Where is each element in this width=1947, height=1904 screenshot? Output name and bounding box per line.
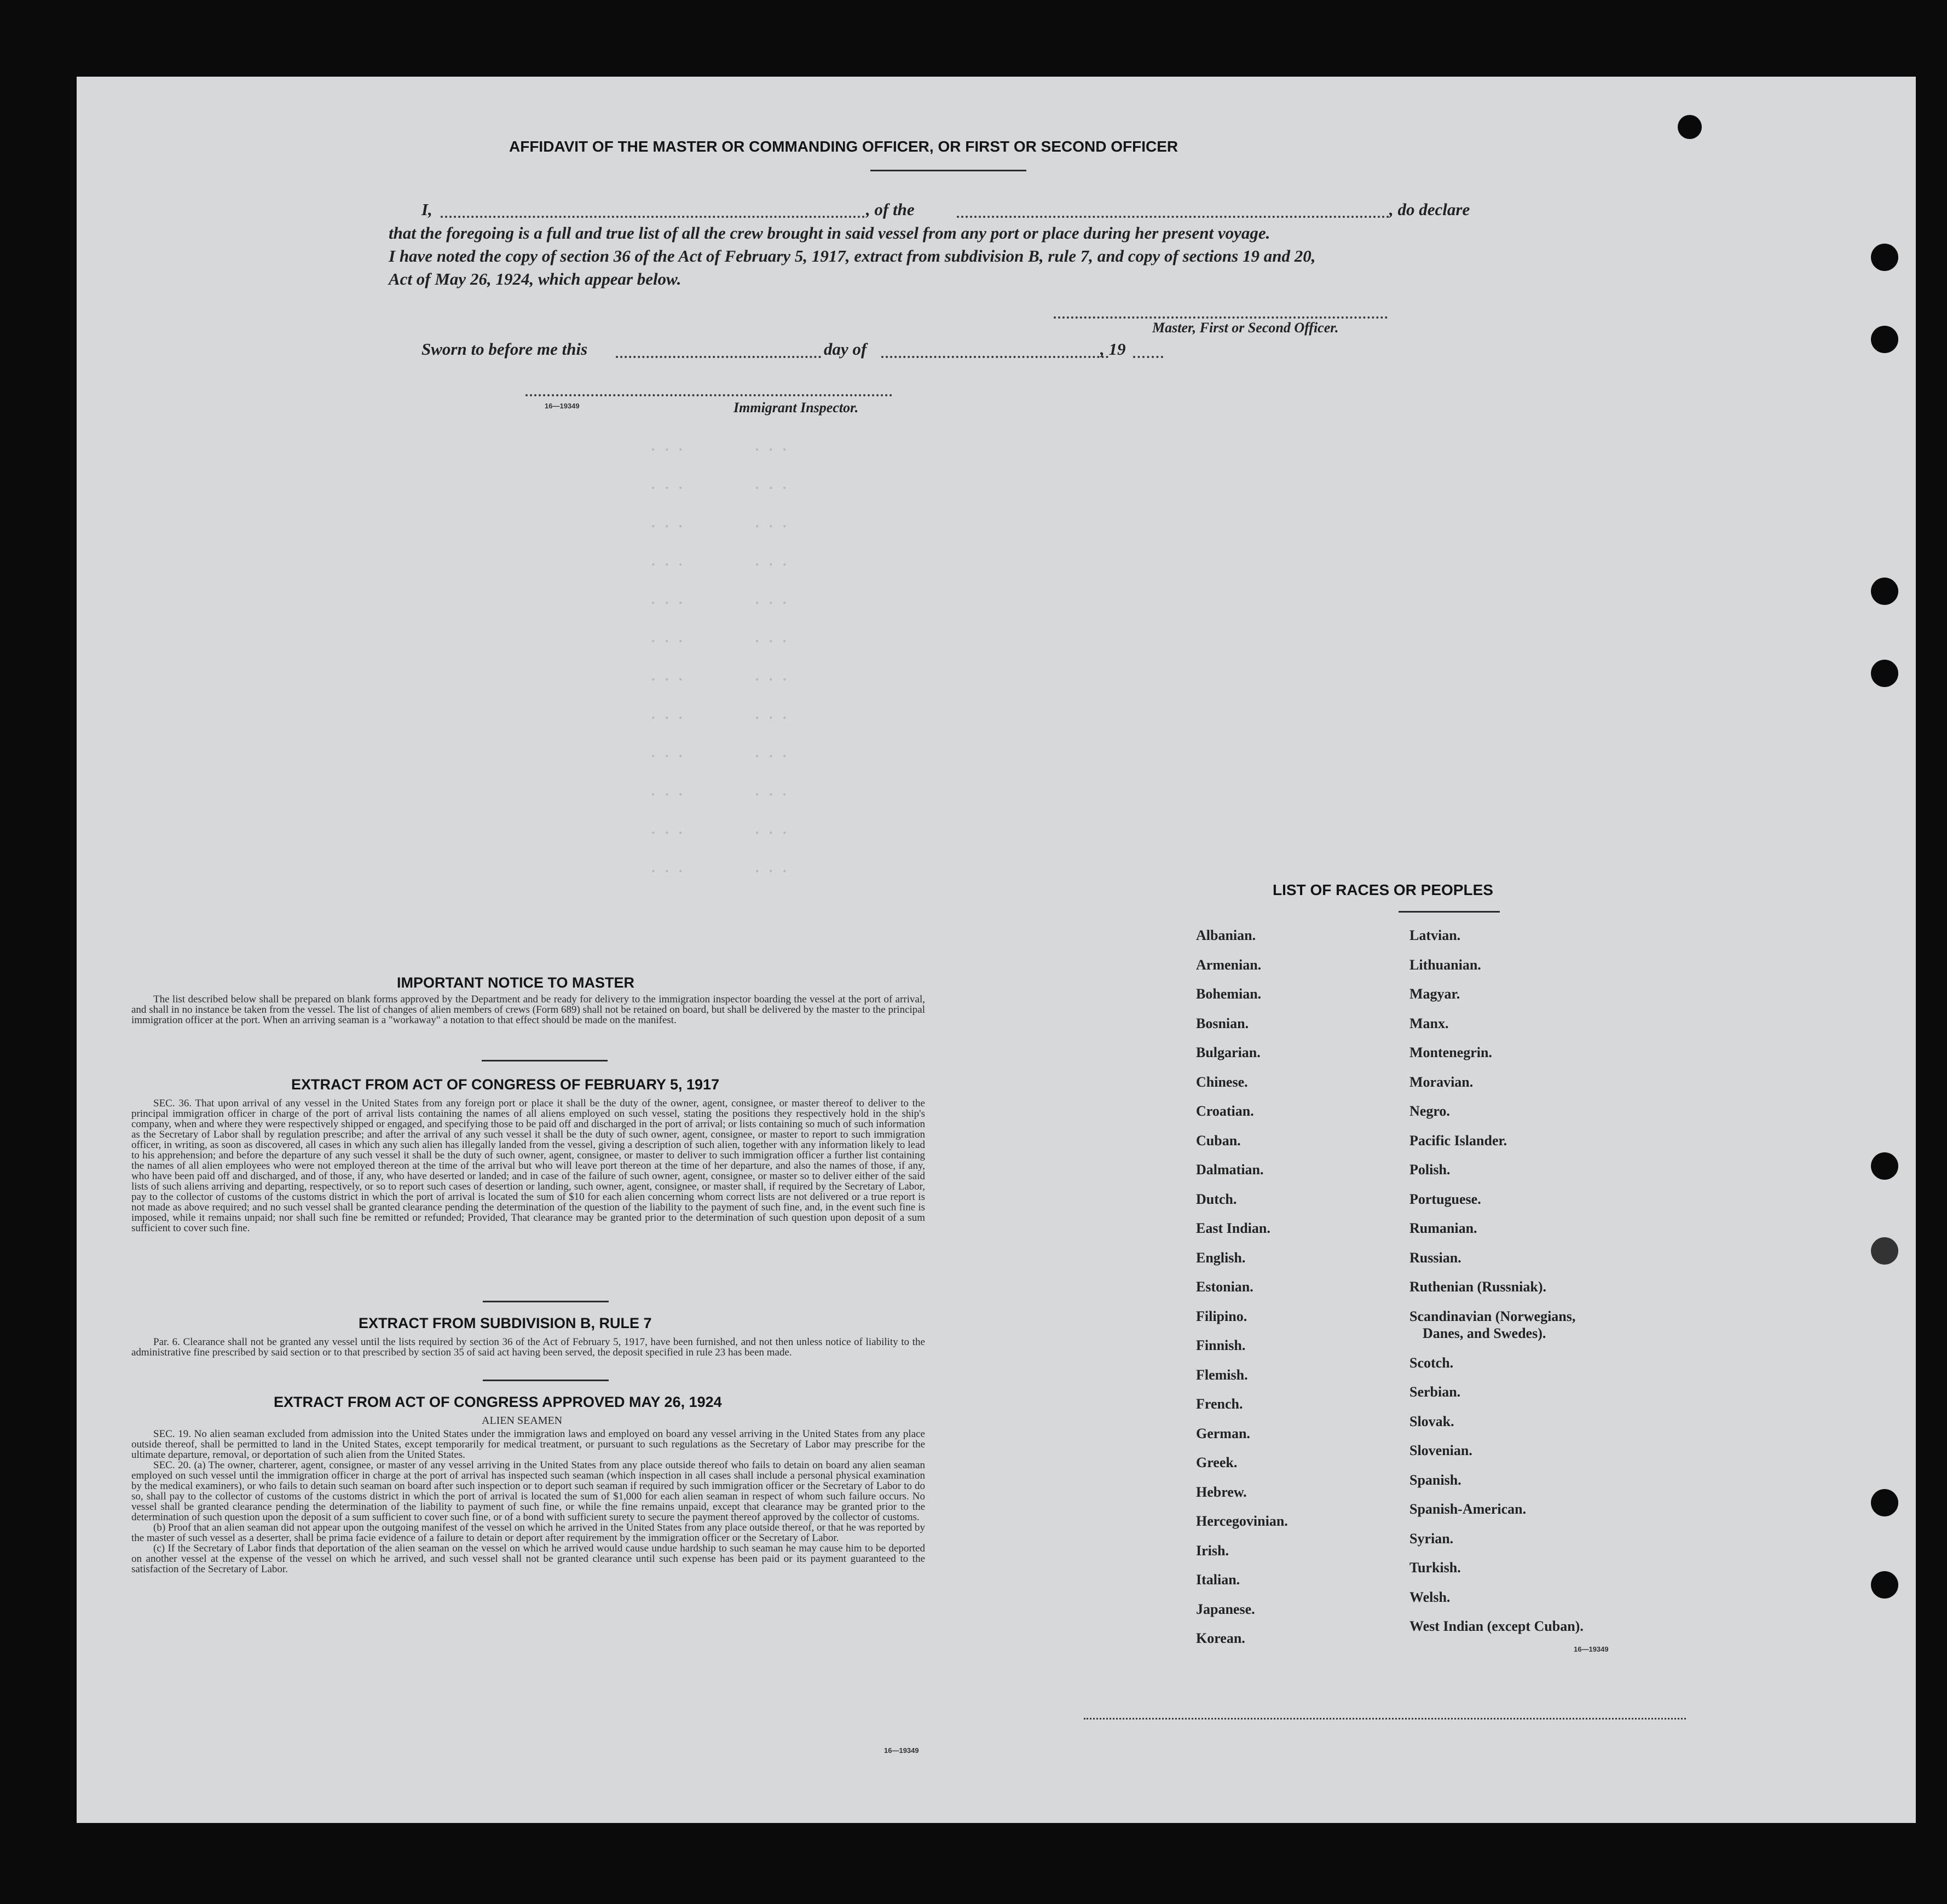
declare-line-prefix: I,: [421, 200, 432, 219]
extract-1924-body: [131, 1429, 925, 1574]
race-item: Korean.: [1196, 1630, 1245, 1646]
race-item: Scotch.: [1409, 1354, 1454, 1371]
race-item: Welsh.: [1409, 1589, 1451, 1605]
extract-1924-title: EXTRACT FROM ACT OF CONGRESS APPROVED MAY 26, 1924: [274, 1394, 722, 1410]
race-item: German.: [1196, 1425, 1250, 1441]
sworn-year-blank: [1133, 356, 1163, 358]
binder-hole-icon: [1871, 1152, 1898, 1180]
notice-title: IMPORTANT NOTICE TO MASTER: [397, 974, 634, 991]
notice-divider: [482, 1060, 608, 1061]
alien-seamen-subtitle: ALIEN SEAMEN: [482, 1415, 563, 1427]
race-item: Pacific Islander.: [1409, 1132, 1507, 1149]
extract-form-number: 16—19349: [884, 1746, 919, 1755]
race-item: Bosnian.: [1196, 1015, 1249, 1031]
race-item: Turkish.: [1409, 1560, 1461, 1576]
extract-1917-title: EXTRACT FROM ACT OF CONGRESS OF FEBRUARY 5, 1917: [291, 1076, 720, 1093]
race-item: Ruthenian (Russniak).: [1409, 1279, 1546, 1295]
race-item: Bulgarian.: [1196, 1045, 1261, 1060]
race-item: Dutch.: [1196, 1191, 1237, 1207]
binder-hole-icon: [1678, 115, 1702, 139]
rule-7-divider: [483, 1380, 609, 1381]
race-item: Greek.: [1196, 1455, 1238, 1470]
vessel-name-blank: [957, 216, 1389, 218]
signature-caption: Master, First or Second Officer.: [1152, 320, 1339, 336]
sworn-text: Sworn to before me this: [421, 339, 588, 359]
race-item: Irish.: [1196, 1542, 1229, 1559]
rule-7-title: EXTRACT FROM SUBDIVISION B, RULE 7: [359, 1315, 652, 1331]
sworn-year: , 19: [1100, 339, 1126, 359]
race-item: Lithuanian.: [1409, 956, 1481, 973]
declarant-name-blank: [441, 216, 865, 218]
race-item: Croatian.: [1196, 1103, 1254, 1119]
affidavit-title: AFFIDAVIT OF THE MASTER OR COMMANDING OFFICER, OR FIRST OR SECOND OFFICER: [509, 138, 1178, 155]
binder-hole-icon: [1871, 244, 1898, 271]
rule-7-body: [131, 1337, 925, 1358]
race-item: Spanish.: [1409, 1472, 1461, 1488]
race-item: Spanish-American.: [1409, 1501, 1527, 1517]
document-sheet: [77, 77, 1916, 1823]
sworn-month-blank: [881, 356, 1108, 358]
signature-blank: [1054, 316, 1388, 319]
race-item: Magyar.: [1409, 986, 1460, 1002]
race-item: Negro.: [1409, 1103, 1450, 1119]
races-form-number: 16—19349: [1574, 1645, 1609, 1653]
declare-line-of: , of the: [866, 200, 915, 219]
race-item: Danes, and Swedes).: [1423, 1325, 1546, 1341]
binder-hole-icon: [1871, 1237, 1898, 1265]
section-20b-paragraph: (b) Proof that an alien seaman did not appear upon the outgoing manifest of the vessel on which he arrived in the United States from any place outside thereof, or that he was reported by the master of such vessel as a deserter, shall be prima facie evidence of a failure to detain or deport after requirement by the immigration officer or the Secretary of Labor.: [131, 1522, 925, 1544]
race-item: Cuban.: [1196, 1132, 1241, 1149]
races-title-underline: [1399, 911, 1500, 913]
races-title: LIST OF RACES OR PEOPLES: [1273, 881, 1493, 898]
race-item: Latvian.: [1409, 927, 1461, 943]
race-item: Syrian.: [1409, 1530, 1454, 1547]
race-item: Polish.: [1409, 1162, 1451, 1178]
race-item: Filipino.: [1196, 1308, 1247, 1324]
race-item: Albanian.: [1196, 927, 1256, 943]
race-item: French.: [1196, 1396, 1243, 1412]
race-item: Bohemian.: [1196, 986, 1262, 1002]
race-item: Scandinavian (Norwegians,: [1409, 1308, 1576, 1324]
extract-1917-divider: [483, 1301, 609, 1302]
declaration-text-4: Act of May 26, 1924, which appear below.: [389, 269, 681, 289]
bleed-through-column-2: . . . . . . . . . . . . . . . . . . . . . . . . . . . . . . . . . . . .: [755, 438, 790, 875]
bleed-through-column-1: . . . . . . . . . . . . . . . . . . . . . . . . . . . . . . . . . . . .: [651, 438, 686, 875]
paragraph-6: Par. 6. Clearance shall not be granted any vessel until the lists required by section 36 of the Act of February 5, 1917, have been furnished, and not then unless notice of liability to the administrative fine prescribed by said section or to that prescribed by section 35 of said act having been served, the deposit specified in rule 23 has been made.: [131, 1336, 925, 1358]
race-item: Portuguese.: [1409, 1191, 1481, 1207]
binder-hole-icon: [1871, 326, 1898, 353]
race-item: Hercegovinian.: [1196, 1513, 1288, 1529]
binder-hole-icon: [1871, 578, 1898, 605]
race-item: Chinese.: [1196, 1074, 1248, 1090]
inspector-caption: Immigrant Inspector.: [733, 400, 859, 416]
race-item: Moravian.: [1409, 1074, 1474, 1090]
race-item: Russian.: [1409, 1249, 1461, 1266]
race-item: West Indian (except Cuban).: [1409, 1618, 1584, 1634]
section-36-paragraph: SEC. 36. That upon arrival of any vessel in the United States from any foreign port or place it shall be the duty of the owner, agent, consignee, or master thereof to deliver to the principal immigration officer in charge of the port of arrival lists containing the names of all aliens employed on such vessel, stating the positions they respectively hold in the ship's company, when and where they were respectively shipped or engaged, and specifying those to be paid off and discharged in the port of arrival; or lists containing so much of such information as the Secretary of Labor shall by regulation prescribe; and after the arrival of any such vessel it shall be the duty of such owner, agent, consignee, or master to report to such immigration officer, in writing, as soon as discovered, all cases in which any such alien has illegally landed from the vessel, giving a description of such alien, together with any information likely to lead to his apprehension; and before the departure of any such vessel it shall be the duty of such owner, agent, consignee, or master to deliver to such immigration officer a further list containing the names of all alien employees who were not employed thereon at the time of the arrival but who will leave port thereon at the time of her departure, and also the names of those, if any, who have been paid off and discharged, and of those, if any, who have deserted or landed; and in case of the failure of such owner, agent, consignee, or master so to deliver either of the said lists of such aliens arriving and departing, respectively, or so to report such cases of desertion or landing, such owner, agent, consignee, or master shall, if required by the Secretary of Labor, pay to the collector of customs of the customs district in which the port of arrival is located the sum of $10 for each alien concerning whom correct lists are not delivered or a true report is not made as above required; and no such vessel shall be granted clearance pending the determination of the question of the liability to the payment of such fine, and, in the event such fine is imposed, while it remains unpaid; nor shall such fine be remitted or refunded; Provided, That clearance may be granted prior to the determination of such question upon deposit of a sum sufficient to cover such fine.: [131, 1098, 925, 1234]
binder-hole-icon: [1871, 660, 1898, 687]
race-item: Slovenian.: [1409, 1443, 1472, 1458]
declare-line-suffix: , do declare: [1389, 200, 1470, 219]
race-item: Estonian.: [1196, 1279, 1253, 1295]
declaration-text-3: I have noted the copy of section 36 of the Act of February 5, 1917, extract from subdivision B, rule 7, and copy of sections 19 and 20,: [389, 246, 1316, 266]
race-item: Serbian.: [1409, 1384, 1461, 1400]
race-item: Italian.: [1196, 1572, 1240, 1588]
race-item: Hebrew.: [1196, 1484, 1247, 1500]
race-item: Flemish.: [1196, 1366, 1248, 1383]
inspector-signature-blank: [525, 394, 892, 396]
notice-paragraph: The list described below shall be prepared on blank forms approved by the Department and be ready for delivery to the immigration inspector boarding the vessel at the port of arrival, and shall in no instance be taken from the vessel. The list of changes of alien members of crews (Form 689) shall not be retained on board, but shall be delivered by the master to the principal immigration officer at the port. When an arriving seaman is a "workaway" a notation to that effect should be made on the manifest.: [131, 994, 925, 1026]
race-item: Finnish.: [1196, 1337, 1246, 1353]
bottom-dotted-mark: [1084, 1718, 1686, 1720]
binder-hole-icon: [1871, 1489, 1898, 1516]
race-item: Armenian.: [1196, 956, 1262, 973]
race-item: East Indian.: [1196, 1220, 1270, 1236]
sworn-day-of: day of: [824, 339, 867, 359]
race-item: Slovak.: [1409, 1413, 1454, 1429]
race-item: Japanese.: [1196, 1601, 1255, 1617]
section-19-paragraph: SEC. 19. No alien seaman excluded from admission into the United States under the immigration laws and employed on board any vessel arriving in the United States from any place outside thereof, shall be permitted to land in the United States, except temporarily for medical treatment, or pursuant to such regulations as the Secretary of Labor may prescribe for the ultimate departure, removal, or deportation of such alien from the United States.: [131, 1428, 925, 1461]
section-20a-paragraph: SEC. 20. (a) The owner, charterer, agent, consignee, or master of any vessel arriving in the United States from any place outside thereof who fails to detain on board any alien seaman employed on such vessel until the immigration officer in charge at the port of arrival has inspected such seaman (which inspection in all cases shall include a personal physical examination by the medical examiners), or who fails to detain such seaman on board after such inspection or to deport such seaman if required by such immigration officer or the Secretary of Labor to do so, shall pay to the collector of customs of the customs district in which the port of arrival is located the sum of $1,000 for each alien seaman in respect of whom such failure occurs. No vessel shall be granted clearance pending the determination of the liability to payment of such fine, or while the fine remains unpaid, except that clearance may be granted prior to the determination of such question upon the deposit of a sum sufficient to cover such fine, or of a bond with sufficient surety to secure the payment thereof approved by the collector of customs.: [131, 1459, 925, 1523]
race-item: Manx.: [1409, 1015, 1449, 1031]
declaration-text-2: that the foregoing is a full and true list of all the crew brought in said vessel from any port or place during her present voyage.: [389, 223, 1270, 243]
section-20c-paragraph: (c) If the Secretary of Labor finds that deportation of the alien seaman on the vessel on which he arrived would cause undue hardship to such seaman he may cause him to be deported on another vessel at the expense of the vessel on which he arrived, and such vessel shall not be granted clearance until such expense has been paid or its payment guaranteed to the satisfaction of the Secretary of Labor.: [131, 1543, 925, 1575]
race-item: Rumanian.: [1409, 1220, 1477, 1236]
race-item: Montenegrin.: [1409, 1045, 1492, 1060]
extract-1917-body: [131, 1098, 925, 1233]
affidavit-form-number: 16—19349: [545, 402, 580, 410]
binder-hole-icon: [1871, 1571, 1898, 1599]
sworn-day-blank: [616, 356, 821, 358]
race-item: Dalmatian.: [1196, 1162, 1264, 1178]
race-item: English.: [1196, 1249, 1246, 1266]
notice-body: [131, 994, 925, 1025]
title-underline: [870, 170, 1026, 171]
